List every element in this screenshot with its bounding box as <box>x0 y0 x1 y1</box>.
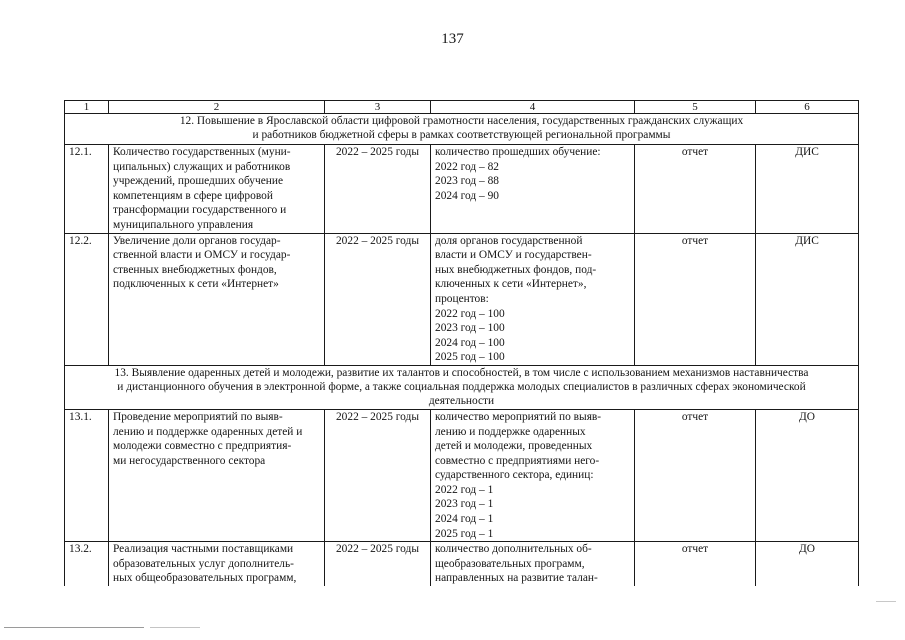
program-table <box>64 100 859 586</box>
text-line: ственной власти и ОМСУ и государ- <box>113 249 291 262</box>
text-line: Проведение мероприятий по выяв- <box>113 410 283 423</box>
text-line: количество мероприятий по выяв- <box>435 410 602 423</box>
text-line: ми негосударственного сектора <box>113 454 266 467</box>
text-line: ципальных) служащих и работников <box>113 160 291 173</box>
text-line: сударственного сектора, единиц: <box>435 469 594 482</box>
period: 2022 – 2025 годы <box>325 409 431 541</box>
row-number: 12.1. <box>65 145 109 234</box>
text-line: подключенных к сети «Интернет» <box>113 278 279 291</box>
section-12-heading <box>65 114 859 145</box>
text-line: 2025 год – 100 <box>435 351 505 364</box>
indicator <box>431 233 635 365</box>
section-title <box>65 365 859 409</box>
text-line: власти и ОМСУ и государствен- <box>435 249 592 262</box>
section-title-line: и работников бюджетной сферы в рамках соответствующей региональной программы <box>252 129 671 141</box>
indicator <box>431 145 635 234</box>
section-title-line: деятельности <box>428 395 495 408</box>
text-line: детей и молодежи, проведенных <box>435 440 593 453</box>
text-line: направленных на развитие талан- <box>435 572 598 585</box>
text-line: 2022 год – 82 <box>435 160 499 173</box>
row-number: 13.2. <box>65 542 109 587</box>
text-line: 2024 год – 100 <box>435 336 505 349</box>
text-line: образовательных услуг дополнитель- <box>113 557 294 570</box>
column-number: 1 <box>65 101 109 114</box>
text-line: Количество государственных (муни- <box>113 146 291 158</box>
text-line: ных общеобразовательных программ, <box>113 572 297 585</box>
text-line: 2023 год – 1 <box>435 498 494 511</box>
text-line: 2023 год – 88 <box>435 175 499 188</box>
column-number: 3 <box>325 101 431 114</box>
page-number: 137 <box>441 31 464 47</box>
text-line: доля органов государственной <box>435 234 583 247</box>
table-row <box>65 542 859 587</box>
text-line: 2023 год – 100 <box>435 322 505 335</box>
section-title-line: 12. Повышение в Ярославской области цифровой грамотности населения, государственных гражданских служащих <box>179 115 744 127</box>
text-line: молодежи совместно с предприятия- <box>113 440 292 453</box>
text-line: 2025 год – 1 <box>435 527 494 540</box>
text-line: количество дополнительных об- <box>435 543 592 556</box>
text-line: 2022 год – 1 <box>435 483 494 496</box>
text-line: 2024 год – 90 <box>435 189 499 202</box>
measure-name <box>109 409 325 541</box>
text-line: щеобразовательных программ, <box>435 557 585 570</box>
column-number: 6 <box>756 101 859 114</box>
executor: ДИС <box>756 145 859 234</box>
executor: ДО <box>756 409 859 541</box>
report-form: отчет <box>635 542 756 587</box>
table-row <box>65 409 859 541</box>
period: 2022 – 2025 годы <box>325 145 431 234</box>
text-line: лению и поддержке одаренных <box>435 425 586 438</box>
text-line: ственных внебюджетных фондов, <box>113 263 277 276</box>
report-form: отчет <box>635 409 756 541</box>
measure-name <box>109 145 325 234</box>
text-line: трансформации государственного и <box>113 204 287 217</box>
text-line: количество прошедших обучение: <box>435 146 601 158</box>
report-form: отчет <box>635 233 756 365</box>
report-form: отчет <box>635 145 756 234</box>
text-line: ключенных к сети «Интернет», <box>435 278 587 291</box>
measure-name <box>109 233 325 365</box>
section-13-heading <box>65 365 859 409</box>
table-row <box>65 233 859 365</box>
executor: ДИС <box>756 233 859 365</box>
scan-artifact-line <box>876 601 896 602</box>
text-line: муниципального управления <box>113 218 254 231</box>
indicator <box>431 409 635 541</box>
text-line: учреждений, прошедших обучение <box>113 175 284 188</box>
section-title-line: 13. Выявление одаренных детей и молодежи, развитие их талантов и способностей, в том числе с использованием механизмов наставничества <box>114 366 809 379</box>
scan-artifact-line <box>150 627 200 628</box>
text-line: ных внебюджетных фондов, под- <box>435 263 597 276</box>
executor: ДО <box>756 542 859 587</box>
indicator <box>431 542 635 587</box>
column-number-row <box>65 101 859 114</box>
section-title-line: и дистанционного обучения в электронной форме, а также социальная поддержка молодых специалистов в различных сферах экономической <box>117 381 806 394</box>
text-line: лению и поддержке одаренных детей и <box>113 425 303 438</box>
period: 2022 – 2025 годы <box>325 233 431 365</box>
text-line: процентов: <box>435 292 489 305</box>
row-number: 13.1. <box>65 409 109 541</box>
table-row <box>65 145 859 234</box>
row-number: 12.2. <box>65 233 109 365</box>
text-line: Реализация частными поставщиками <box>113 543 294 556</box>
measure-name <box>109 542 325 587</box>
text-line: 2024 год – 1 <box>435 513 494 526</box>
section-title <box>65 114 859 145</box>
column-number: 2 <box>109 101 325 114</box>
column-number: 4 <box>431 101 635 114</box>
period: 2022 – 2025 годы <box>325 542 431 587</box>
text-line: 2022 год – 100 <box>435 307 505 320</box>
scan-artifact-line <box>4 627 144 628</box>
text-line: Увеличение доли органов государ- <box>113 234 281 247</box>
text-line: совместно с предприятиями него- <box>435 454 600 467</box>
column-number: 5 <box>635 101 756 114</box>
text-line: компетенциям в сфере цифровой <box>113 189 273 202</box>
